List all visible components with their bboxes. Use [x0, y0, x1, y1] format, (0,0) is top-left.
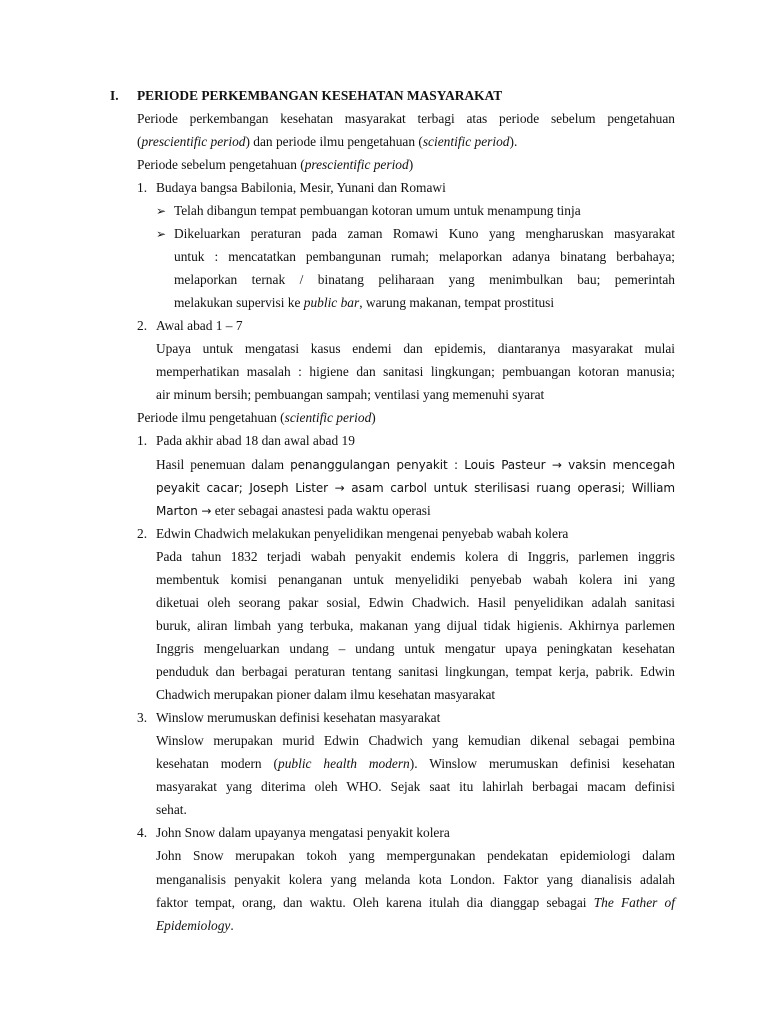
paragraph-line: air minum bersih; pembuangan sampah; ventilasi yang memenuhi syarat	[156, 387, 545, 402]
paragraph-line: Chadwich merupakan pioner dalam ilmu kesehatan masyarakat	[156, 687, 496, 702]
list-item-number: 3.	[137, 710, 148, 725]
list-item-title: Budaya bangsa Babilonia, Mesir, Yunani dan Romawi	[156, 180, 446, 195]
paragraph-line: diketuai oleh seorang pakar sosial, Edwin Chadwich. Hasil penyelidikan adalah sanitasi	[156, 595, 675, 610]
paragraph-line: John Snow merupakan tokoh yang mempergunakan pendekatan epidemiologi dalam	[156, 848, 675, 863]
list-item-title: Edwin Chadwich melakukan penyelidikan mengenai penyebab wabah kolera	[156, 526, 569, 541]
intro-line-1: Periode perkembangan kesehatan masyarakat terbagi atas periode sebelum pengetahuan	[137, 111, 675, 126]
bullet-text: Dikeluarkan peraturan pada zaman Romawi Kuno yang mengharuskan masyarakat	[174, 226, 675, 241]
paragraph-line: memperhatikan masalah : higiene dan sanitasi lingkungan; pembuangan kotoran manusia;	[156, 364, 675, 379]
list-item-number: 1.	[137, 180, 148, 195]
bullet-text: Telah dibangun tempat pembuangan kotoran umum untuk menampung tinja	[174, 203, 581, 218]
paragraph-line: penduduk dan berbagai peraturan tentang sanitasi lingkungan, tempat kerja, pabrik. Edwin	[156, 664, 675, 679]
arrow-bullet-icon: ➢	[156, 204, 167, 218]
bullet-text: untuk : mencatatkan pembangunan rumah; melaporkan adanya binatang berbahaya;	[174, 249, 675, 264]
paragraph-line: sehat.	[156, 802, 187, 817]
paragraph-line: Hasil penemuan dalam penanggulangan penyakit : Louis Pasteur → vaksin mencegah	[156, 457, 675, 472]
bullet-text: melaporkan ternak / binatang peliharaan yang menimbulkan bau; pemerintah	[174, 272, 675, 287]
section-title: PERIODE PERKEMBANGAN KESEHATAN MASYARAKAT	[137, 88, 503, 103]
paragraph-line: Marton → eter sebagai anastesi pada waktu operasi	[156, 503, 431, 518]
paragraph-line: membentuk komisi penanganan untuk menyelidiki penyebab wabah kolera ini yang	[156, 572, 675, 587]
paragraph-line: peyakit cacar; Joseph Lister → asam carbol untuk sterilisasi ruang operasi; William	[156, 481, 675, 495]
arrow-bullet-icon: ➢	[156, 227, 167, 241]
list-item-number: 1.	[137, 433, 148, 448]
bullet-text: melakukan supervisi ke public bar, warung makanan, tempat prostitusi	[174, 295, 555, 310]
paragraph-line: menganalisis penyakit kolera yang melanda kota London. Faktor yang dianalisis adalah	[156, 872, 675, 887]
list-item-title: John Snow dalam upayanya mengatasi penyakit kolera	[156, 825, 450, 840]
paragraph-line: Upaya untuk mengatasi kasus endemi dan epidemis, diantaranya masyarakat mulai	[156, 341, 675, 356]
list-item-title: Awal abad 1 – 7	[156, 318, 243, 333]
paragraph-line: Epidemiology.	[156, 918, 234, 933]
paragraph-line: buruk, aliran limbah yang terbuka, makanan yang dijual tidak higienis. Akhirnya parlemen	[156, 618, 675, 633]
section-number: I.	[110, 88, 119, 103]
paragraph-line: kesehatan modern (public health modern). Winslow merumuskan definisi kesehatan	[156, 756, 675, 771]
prescientific-heading: Periode sebelum pengetahuan (prescientific period)	[137, 157, 414, 172]
paragraph-line: Inggris mengeluarkan undang – undang untuk mengatur upaya peningkatan kesehatan	[156, 641, 675, 656]
intro-line-2: (prescientific period) dan periode ilmu pengetahuan (scientific period).	[137, 134, 518, 149]
list-item-title: Winslow merumuskan definisi kesehatan masyarakat	[156, 710, 441, 725]
list-item-number: 2.	[137, 526, 148, 541]
list-item-number: 2.	[137, 318, 148, 333]
scientific-heading: Periode ilmu pengetahuan (scientific period)	[137, 410, 376, 425]
list-item-title: Pada akhir abad 18 dan awal abad 19	[156, 433, 355, 448]
paragraph-line: Winslow merupakan murid Edwin Chadwich yang kemudian dikenal sebagai pembina	[156, 733, 675, 748]
paragraph-line: faktor tempat, orang, dan waktu. Oleh karena itulah dia dianggap sebagai The Father of	[156, 895, 675, 910]
list-item-number: 4.	[137, 825, 148, 840]
paragraph-line: Pada tahun 1832 terjadi wabah penyakit endemis kolera di Inggris, parlemen inggris	[156, 549, 675, 564]
paragraph-line: masyarakat yang diterima oleh WHO. Sejak saat itu lahirlah berbagai macam definisi	[156, 779, 675, 794]
